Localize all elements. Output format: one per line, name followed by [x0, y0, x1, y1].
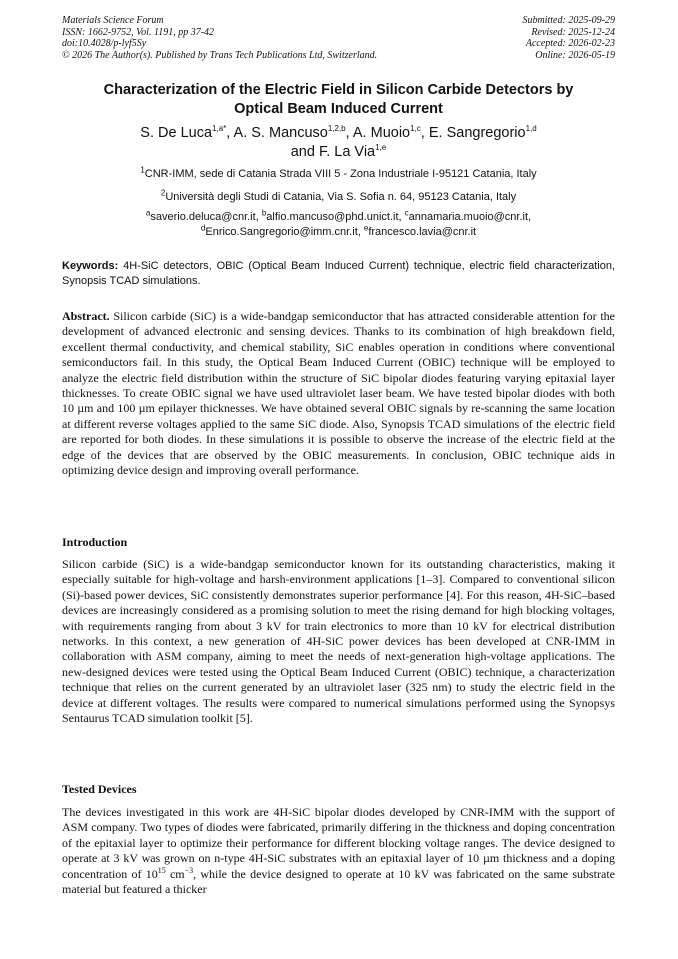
author-affiliation-mark: 1,c [410, 124, 421, 134]
email-mark: d [200, 223, 206, 233]
abstract-label: Abstract. [62, 309, 110, 323]
abstract [62, 309, 615, 478]
journal-header-left [62, 15, 377, 61]
affiliation-text: CNR-IMM, sede di Catania Strada VIII 5 - Zona Industriale I-95121 Catania, Italy [144, 168, 537, 180]
abstract-text: Silicon carbide (SiC) is a wide-bandgap semiconductor that has attracted considerable attention for the development of advanced electronic and sensing devices. Thanks to its combination of high breakdown field, excellent thermal conductivity, and chemical stability, SiC enables operation in conditions where conventional semiconductors fail. In this study, the Optical Beam Induced Current (OBIC) technique will be employed to analyze the electric field distribution within the structure of SiC bipolar diodes featuring varying epitaxial layer thicknesses. To create OBIC signal we have used ultraviolet laser beam. We have tested bipolar diodes with both 10 µm and 100 µm epilayer thicknesses. We have obtained several OBIC signals by re-scanning the same location at different reverse voltages applied to the same SiC diode. Also, Synopsis TCAD simulations of the electric field are reported for both diodes. In these simulations it is possible to observe the increase of the electric field at the edge of the devices that are observed by the OBIC measurements. In conclusion, OBIC technique aids in optimizing device design and improving overall performance. [62, 309, 616, 478]
journal-doi: doi:10.4028/p-lyf5Sy [62, 38, 147, 49]
affiliation-1 [62, 167, 615, 182]
keywords-text: 4H-SiC detectors, OBIC (Optical Beam Induced Current) technique, electric field characterization, Synopsis TCAD simulations. [62, 260, 615, 287]
author-affiliation-mark: 1,e [375, 143, 387, 153]
tested-devices-heading: Tested Devices [62, 782, 137, 796]
author-name: E. Sangregorio [428, 125, 526, 141]
unit-exponent: −3 [184, 865, 194, 875]
online-date: Online: 2026-05-19 [535, 49, 615, 61]
journal-header-right [523, 15, 616, 61]
journal-name: Materials Science Forum [62, 15, 164, 26]
email-address[interactable]: annamaria.muoio@cnr.it [408, 211, 529, 223]
email-separator: , [357, 226, 364, 238]
email-separator: , [528, 211, 532, 223]
author-line-2 [62, 143, 615, 162]
author-affiliation-mark: 1,a* [212, 124, 227, 134]
affiliation-number: 2 [160, 188, 166, 198]
submitted-date: Submitted: 2025-09-29 [522, 15, 615, 26]
revised-date: Revised: 2025-12-24 [531, 26, 615, 38]
author-affiliation-mark: 1,2,b [327, 124, 346, 134]
email-address[interactable]: Enrico.Sangregorio@imm.cnr.it [205, 226, 358, 238]
author-separator: , [226, 125, 234, 141]
title-line-1: Characterization of the Electric Field in Silicon Carbide Detectors by [103, 82, 574, 98]
affiliation-text: Università degli Studi di Catania, Via S. Sofia n. 64, 95123 Catania, Italy [165, 191, 517, 203]
introduction-paragraph: Silicon carbide (SiC) is a wide-bandgap semiconductor known for its outstanding characteristics, making it especially suitable for high-voltage and harsh-environment applications [1–3]. Compared to conventional silicon (Si)-based power devices, SiC consistently demonstrates superior performance [4]. For this reason, 4H-SiC–based devices are increasingly considered as a promising solution to meet the rising demand for high blocking voltages, with requirements ranging from about 3 kV for train electronics to more than 10 kV for electrical distribution networks. In this context, a new generation of 4H-SiC power devices has been developed at CNR-IMM in collaboration with ASM company, aiming to meet the needs of next-generation high-voltage applications. The new-designed devices were tested using the Optical Beam Induced Current (OBIC) technique, a characterization technique that relies on the current generated by an ultraviolet laser (325 nm) to study the electric field in the device at different voltages. The results were compared to numerical simulations performed using the Synopsys Sentaurus TCAD simulation toolkit [5]. [62, 557, 615, 726]
email-line-1 [62, 210, 615, 225]
affiliation-2 [62, 190, 615, 205]
author-name: and F. La Via [290, 144, 376, 160]
title-line-2: Optical Beam Induced Current [234, 101, 443, 117]
email-mark: b [261, 208, 267, 218]
copyright-notice: © 2026 The Author(s). Published by Trans Tech Publications Ltd, Switzerland. [62, 49, 378, 61]
email-mark: c [404, 208, 409, 218]
tested-devices-text-continued: , while the device designed to operate at 10 kV was fabricated on the same substrate material but featured a thicker [62, 866, 615, 897]
tested-devices-unit: cm [165, 866, 185, 881]
keywords-label: Keywords: [62, 260, 119, 272]
email-address[interactable]: francesco.lavia@cnr.it [368, 226, 477, 238]
tested-devices-text: The devices investigated in this work are 4H-SiC bipolar diodes developed by CNR-IMM with the support of ASM company. Two types of diodes were fabricated, primarily differing in the thickness and doping concentration of the epitaxial layer to optimize their performance for different blocking voltage ranges. The device designed to operate at 3 kV was grown on n-type 4H-SiC substrates with an epitaxial layer of 10 µm thickness and a doping concentration of 10 [62, 805, 615, 881]
author-affiliation-mark: 1,d [525, 124, 537, 134]
author-list [62, 124, 615, 162]
doping-exponent: 15 [157, 865, 166, 875]
affiliation-number: 1 [140, 165, 145, 175]
accepted-date: Accepted: 2026-02-23 [525, 38, 615, 49]
author-separator: , [345, 125, 353, 141]
email-address[interactable]: alfio.mancuso@phd.unict.it [266, 211, 399, 223]
email-address[interactable]: saverio.deluca@cnr.it [150, 211, 256, 223]
email-line-2 [62, 225, 615, 240]
introduction-heading: Introduction [62, 535, 128, 549]
author-name: S. De Luca [140, 125, 213, 141]
paper-title [62, 81, 615, 119]
email-separator: , [398, 211, 405, 223]
author-separator: , [420, 125, 429, 141]
author-name: A. S. Mancuso [233, 125, 328, 141]
author-line-1 [62, 124, 615, 143]
journal-issn: ISSN: 1662-9752, Vol. 1191, pp 37-42 [62, 26, 215, 38]
email-mark: e [363, 223, 369, 233]
author-name: A. Muoio [352, 125, 411, 141]
email-separator: , [255, 211, 262, 223]
email-mark: a [145, 208, 151, 218]
keywords [62, 259, 615, 289]
author-emails [62, 210, 615, 240]
tested-devices-paragraph [62, 805, 615, 897]
